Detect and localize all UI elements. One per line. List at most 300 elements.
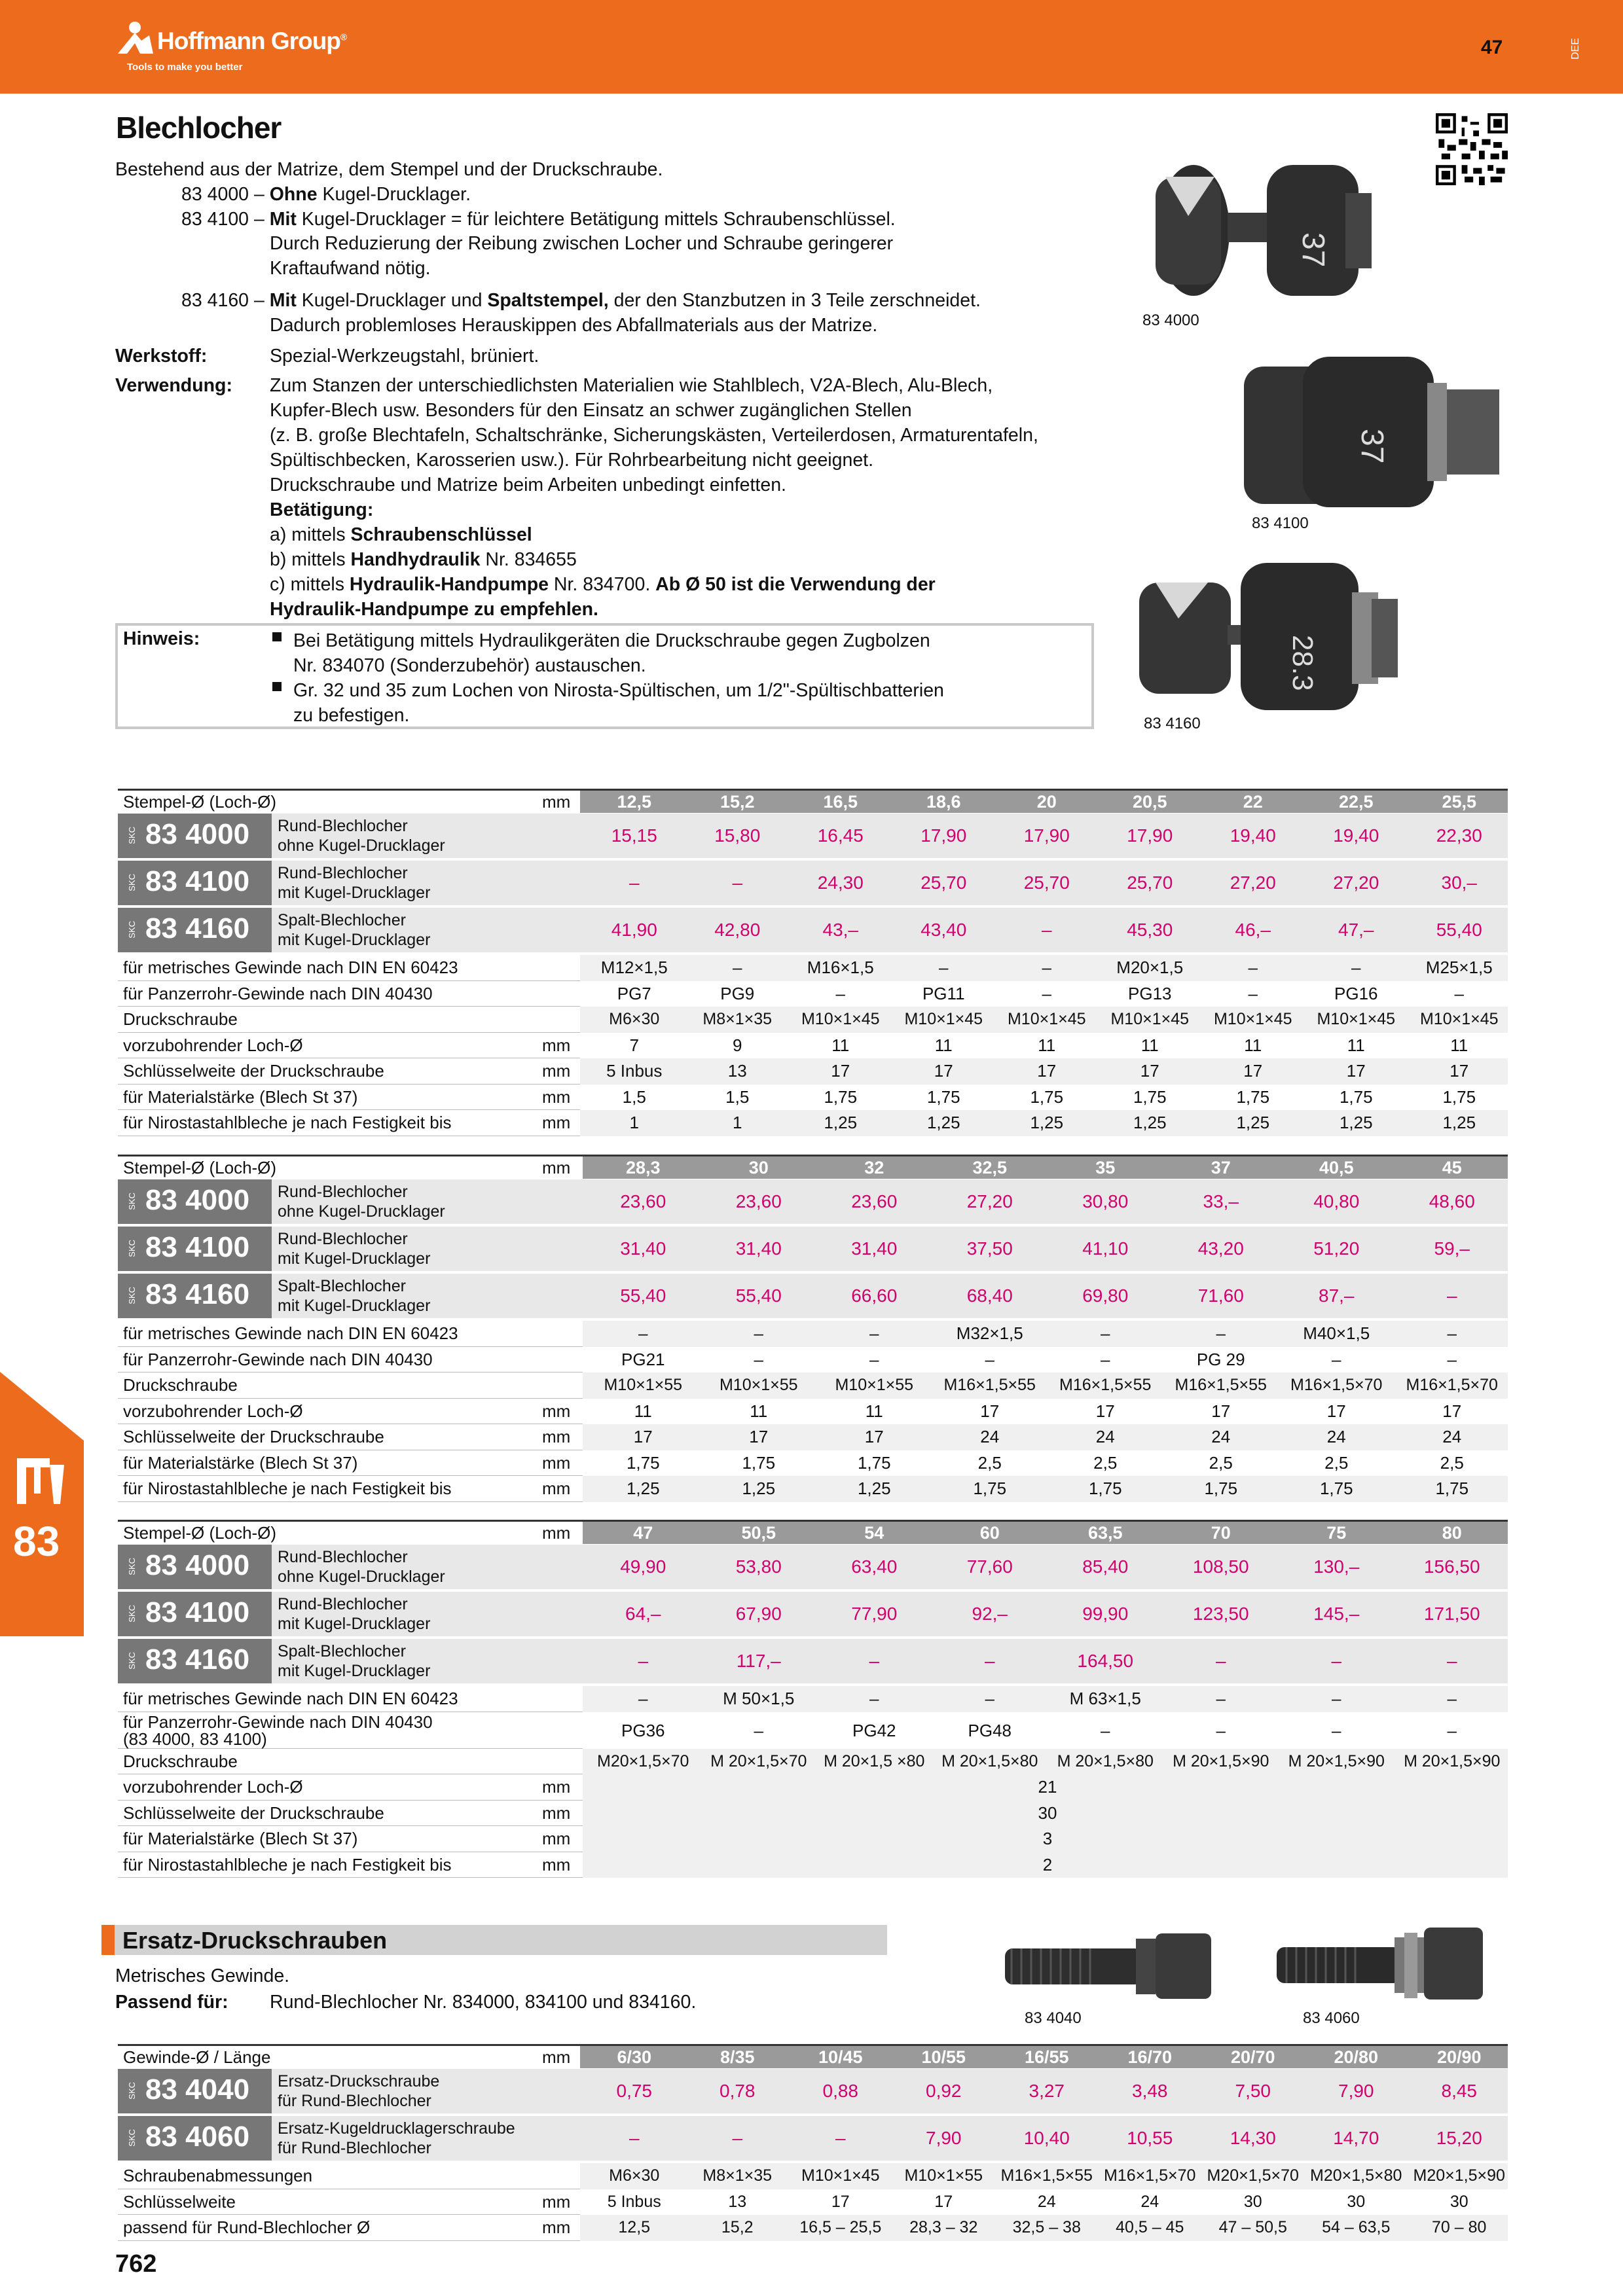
table-cell: 15,20 <box>1436 2128 1482 2148</box>
table-cell: – <box>869 1349 879 1369</box>
table-cell: 1,75 <box>1030 1086 1064 1107</box>
table-cell: 69,80 <box>1082 1285 1129 1306</box>
table-cell: – <box>1041 920 1052 940</box>
table-cell: 54 <box>864 1523 884 1543</box>
row-label: für Materialstärke (Blech St 37) <box>123 1452 358 1473</box>
table-cell: 49,90 <box>620 1556 666 1577</box>
row-label: Gewinde-Ø / Länge <box>123 2047 271 2067</box>
article-number-badge <box>118 1592 272 1636</box>
language-code: DEE <box>1570 38 1581 60</box>
ersatz-section-header <box>101 1925 887 1955</box>
table-cell: 67,90 <box>735 1604 782 1624</box>
table-row <box>118 1007 1508 1033</box>
table-cell: – <box>869 1651 880 1671</box>
table-cell: 22 <box>1243 792 1263 812</box>
table-cell: M10×1×55 <box>904 2166 983 2185</box>
unit-label: mm <box>542 1061 571 1081</box>
table-cell: – <box>1101 1323 1110 1343</box>
table-cell: 40,5 – 45 <box>1116 2218 1184 2236</box>
article-number-badge <box>118 1274 272 1318</box>
table-cell: PG16 <box>1334 983 1378 1003</box>
table-cell: M20×1,5×80 <box>1310 2166 1402 2185</box>
table-cell: 60 <box>979 1523 1000 1543</box>
table-cell: 1,75 <box>1088 1479 1122 1498</box>
skc-icon: SKC <box>127 921 137 939</box>
unit-label: mm <box>542 1854 571 1874</box>
table-row <box>118 1424 1508 1450</box>
product-description: Spalt-Blechlocher mit Kugel-Drucklager <box>278 1642 431 1680</box>
unit-label: mm <box>542 1479 571 1498</box>
row-label: für Panzerrohr-Gewinde nach DIN 40430 <box>123 1349 433 1369</box>
product-row <box>118 1545 1508 1589</box>
unit-label: mm <box>542 1803 571 1823</box>
table-cell: 31,40 <box>851 1238 898 1259</box>
table-cell: – <box>629 872 640 893</box>
table-cell: 30 <box>1450 2192 1468 2211</box>
table-cell: – <box>1447 1689 1457 1708</box>
table-cell: 11 <box>831 1035 850 1055</box>
svg-text:37: 37 <box>1355 429 1389 464</box>
table-cell: 41,10 <box>1082 1238 1129 1259</box>
table-cell: 25,70 <box>1023 872 1070 893</box>
betaetigung-title: Betätigung: <box>270 499 374 520</box>
table-cell: 12,5 <box>618 2218 651 2236</box>
table-row <box>118 1058 1508 1085</box>
product-description: Ersatz-Druckschraube für Rund-Blechlocher <box>278 2072 440 2110</box>
table-cell: – <box>1216 1720 1226 1740</box>
table-cell: 53,80 <box>735 1556 782 1577</box>
product-row <box>118 1227 1508 1271</box>
table-cell: – <box>1332 1689 1341 1708</box>
table-cell: – <box>869 1689 879 1708</box>
table-cell: 17,90 <box>1127 825 1173 846</box>
page-number: 47 <box>1481 37 1503 58</box>
product-row <box>118 908 1508 952</box>
article-number-badge <box>118 861 272 905</box>
table-cell: 14,70 <box>1333 2128 1379 2148</box>
table-cell: – <box>1101 1349 1110 1369</box>
table-cell: 41,90 <box>611 920 657 940</box>
article-number-badge <box>118 1639 272 1683</box>
table-cell: – <box>1454 983 1464 1003</box>
table-row <box>118 1801 1508 1827</box>
table-cell: M6×30 <box>609 2166 660 2185</box>
table-cell: M12×1,5 <box>600 958 668 977</box>
table-row <box>118 955 1508 981</box>
table-cell: 164,50 <box>1077 1651 1134 1671</box>
table-cell: M8×1×35 <box>702 2166 773 2185</box>
table-cell: M16×1,5×70 <box>1104 2166 1196 2185</box>
article-number-badge <box>118 1227 272 1271</box>
page-footer-number: 762 <box>115 2250 157 2278</box>
table-cell: – <box>1042 958 1051 977</box>
table-cell: – <box>732 2128 743 2148</box>
table-cell: 11 <box>1038 1035 1056 1055</box>
skc-icon: SKC <box>127 1558 137 1575</box>
table-row <box>118 2189 1508 2215</box>
table-cell: 3 <box>1042 1829 1053 1848</box>
table-cell: 47,– <box>1338 920 1374 940</box>
table-cell: 2,5 <box>1209 1452 1233 1473</box>
table-cell: 17 <box>1095 1401 1115 1421</box>
table-cell: 30 <box>1243 2192 1262 2211</box>
table-cell: 25,70 <box>921 872 967 893</box>
table-cell: 1,25 <box>1030 1113 1064 1132</box>
skc-icon: SKC <box>127 2082 137 2100</box>
product-description: Spalt-Blechlocher mit Kugel-Drucklager <box>278 1277 431 1315</box>
table-cell: 13 <box>727 1061 747 1081</box>
table-cell: 0,92 <box>926 2081 962 2101</box>
betaetigung-c-line2: Hydraulik-Handpumpe zu empfehlen. <box>270 599 598 620</box>
table-cell: 1,75 <box>973 1479 1007 1498</box>
table-cell: 22,30 <box>1436 825 1482 846</box>
article-number: 83 4060 <box>145 2121 250 2153</box>
table-cell: PG9 <box>720 983 755 1003</box>
table-cell: 1,25 <box>857 1479 891 1498</box>
hoffmann-logo-icon <box>115 21 155 56</box>
table-cell: 2,5 <box>1093 1452 1118 1473</box>
table-cell: 92,– <box>972 1604 1008 1624</box>
image-caption: 83 4160 <box>1144 715 1201 732</box>
table-cell: – <box>1216 1689 1226 1708</box>
table-cell: 70 – 80 <box>1432 2218 1487 2236</box>
table-cell: M 20×1,5×90 <box>1173 1751 1269 1770</box>
table-cell: 1,75 <box>857 1452 891 1473</box>
table-row <box>118 1749 1508 1775</box>
unit-label: mm <box>542 1401 571 1421</box>
table-cell: M10×1×55 <box>604 1376 683 1394</box>
table-cell: 16/70 <box>1127 2047 1173 2067</box>
table-cell: 77,90 <box>851 1604 898 1624</box>
table-cell: 17 <box>633 1427 653 1446</box>
table-cell: – <box>638 1323 648 1343</box>
table-cell: 117,– <box>736 1651 781 1671</box>
table-cell: M10×1×45 <box>904 1010 983 1028</box>
table-cell: 23,60 <box>735 1191 782 1211</box>
table-cell: M 20×1,5×80 <box>1057 1751 1154 1770</box>
bullet-icon <box>272 682 282 691</box>
table-cell: 145,– <box>1313 1604 1360 1624</box>
table-row <box>118 1033 1508 1059</box>
verwendung-line: Spültischbecken, Karosserien usw.). Für Rohrbearbeitung nicht geeignet. <box>270 450 874 471</box>
table-cell: 17 <box>1442 1401 1462 1421</box>
product-row <box>118 814 1508 858</box>
unit-label: mm <box>542 1829 571 1848</box>
table-cell: 1,25 <box>626 1479 660 1498</box>
row-label: Schraubenabmessungen <box>123 2166 313 2185</box>
table-cell: 77,60 <box>966 1556 1013 1577</box>
table-cell: 19,40 <box>1230 825 1276 846</box>
table-cell: – <box>869 1323 879 1343</box>
table-cell: 17 <box>1346 1061 1366 1081</box>
table-cell: – <box>1447 1349 1457 1369</box>
table-row <box>118 1686 1508 1712</box>
table-cell: 11 <box>865 1401 883 1421</box>
table-row <box>118 1852 1508 1878</box>
ersatz-title: Ersatz-Druckschrauben <box>122 1927 388 1954</box>
table-cell: 28,3 <box>625 1158 661 1177</box>
table-cell: – <box>1101 1720 1110 1740</box>
chapter-number: 83 <box>13 1518 60 1565</box>
table-cell: – <box>732 872 743 893</box>
table-cell: – <box>985 1349 994 1369</box>
intro-text: Bestehend aus der Matrize, dem Stempel und der Druckschraube. <box>115 159 663 180</box>
unit-label: mm <box>542 2191 571 2212</box>
table-cell: 14,30 <box>1230 2128 1276 2148</box>
tool-category-icon <box>14 1452 69 1511</box>
table-cell: 42,80 <box>714 920 761 940</box>
table-cell: 71,60 <box>1197 1285 1244 1306</box>
table-cell: M20×1,5×70 <box>1207 2166 1299 2185</box>
table-cell: 54 – 63,5 <box>1322 2218 1391 2236</box>
hinweis-item: Gr. 32 und 35 zum Lochen von Nirosta-Spültischen, um 1/2"-Spültischbatterien zu befestigen. <box>293 680 944 726</box>
table-cell: 130,– <box>1313 1556 1360 1577</box>
skc-icon: SKC <box>127 2129 137 2147</box>
row-label: für metrisches Gewinde nach DIN EN 60423 <box>123 1323 458 1343</box>
product-description: Spalt-Blechlocher mit Kugel-Drucklager <box>278 911 431 949</box>
table-cell: 7,90 <box>926 2128 962 2148</box>
table-cell: – <box>1446 1651 1457 1671</box>
table-row <box>118 1712 1508 1749</box>
table-cell: 48,60 <box>1429 1191 1475 1211</box>
table-cell: M 20×1,5×80 <box>941 1751 1038 1770</box>
article-number: 83 4040 <box>145 2073 250 2106</box>
table-cell: 1,25 <box>824 1113 858 1132</box>
row-label: Schlüsselweite der Druckschraube <box>123 1803 384 1823</box>
table-cell: 24,30 <box>817 872 864 893</box>
svg-text:28.3: 28.3 <box>1286 635 1319 691</box>
table-cell: 3,27 <box>1029 2081 1065 2101</box>
table-cell: 11 <box>934 1035 953 1055</box>
table-cell: 10,40 <box>1023 2128 1070 2148</box>
table-cell: M10×1×45 <box>1419 1010 1499 1028</box>
table-cell: M16×1,5×70 <box>1406 1376 1498 1394</box>
table-header-row <box>118 789 1508 811</box>
table-cell: 25,70 <box>1127 872 1173 893</box>
table-cell: – <box>1215 1651 1226 1671</box>
table-cell: 13 <box>728 2192 747 2211</box>
table-cell: 1 <box>733 1113 742 1132</box>
product-row <box>118 2116 1508 2161</box>
qr-code-icon <box>1436 113 1508 185</box>
verwendung-line: Zum Stanzen der unterschiedlichsten Materialien wie Stahlblech, V2A-Blech, Alu-Blech, <box>270 375 993 396</box>
verwendung-label: Verwendung: <box>115 375 232 396</box>
passend-value: Rund-Blechlocher Nr. 834000, 834100 und 834160. <box>270 1992 697 2013</box>
row-label: passend für Rund-Blechlocher Ø <box>123 2217 371 2237</box>
table-row <box>118 981 1508 1007</box>
product-row <box>118 1179 1508 1224</box>
table-cell: 64,– <box>625 1604 661 1624</box>
table-cell: 17 <box>831 1061 850 1081</box>
table-cell: 23,60 <box>620 1191 666 1211</box>
article-number-badge <box>118 908 272 952</box>
table-cell: 17 <box>934 2192 953 2211</box>
table-cell: 11 <box>634 1401 652 1421</box>
table-cell: 24 <box>1326 1427 1346 1446</box>
row-label: Druckschraube <box>123 1751 238 1771</box>
table-cell: 16,45 <box>817 825 864 846</box>
table-cell: – <box>1332 1720 1341 1740</box>
table-cell: 11 <box>1347 1035 1365 1055</box>
table-cell: 17 <box>1140 1061 1159 1081</box>
table-cell: 46,– <box>1235 920 1271 940</box>
skc-icon: SKC <box>127 1287 137 1304</box>
row-label: für Nirostastahlbleche je nach Festigkeit bis <box>123 1854 452 1874</box>
table-cell: 11 <box>1140 1035 1159 1055</box>
table-cell: 7 <box>629 1035 639 1055</box>
table-cell: 40,5 <box>1319 1158 1354 1177</box>
table-cell: 37 <box>1211 1158 1231 1177</box>
row-label: für Nirostastahlbleche je nach Festigkeit bis <box>123 1479 452 1498</box>
table-cell: 24 <box>980 1427 1000 1446</box>
table-cell: – <box>1216 1323 1226 1343</box>
table-cell: 30,– <box>1441 872 1477 893</box>
table-cell: 1,25 <box>1236 1113 1270 1132</box>
table-cell: 2,5 <box>1440 1452 1464 1473</box>
table-cell: 20/70 <box>1230 2047 1275 2067</box>
article-number-badge <box>118 2069 272 2113</box>
table-cell: M40×1,5 <box>1303 1323 1370 1343</box>
table-cell: 28,3 – 32 <box>909 2218 978 2236</box>
product-image-834060 <box>1273 1921 1493 2006</box>
table-cell: M10×1×45 <box>1317 1010 1396 1028</box>
table-cell: 20 <box>1036 792 1057 812</box>
table-cell: 1,75 <box>1133 1086 1167 1107</box>
table-cell: – <box>985 1689 994 1708</box>
table-cell: 9 <box>733 1035 742 1055</box>
betaetigung-b: b) mittels Handhydraulik Nr. 834655 <box>270 549 577 570</box>
table-cell: PG36 <box>621 1720 665 1740</box>
table-cell: 75 <box>1326 1523 1347 1543</box>
table-cell: 5 Inbus <box>606 1061 663 1081</box>
table-cell: M10×1×45 <box>801 2166 880 2185</box>
table-cell: 17,90 <box>1023 825 1070 846</box>
table-cell: 2 <box>1042 1854 1053 1874</box>
werkstoff-value: Spezial-Werkzeugstahl, brüniert. <box>270 346 539 367</box>
table-cell: – <box>1351 958 1361 977</box>
table-cell: PG 29 <box>1196 1349 1245 1369</box>
table-header-row <box>118 2044 1508 2066</box>
table-cell: – <box>835 983 845 1003</box>
table-cell: M20×1,5×90 <box>1413 2166 1505 2185</box>
product-description: Rund-Blechlocher ohne Kugel-Drucklager <box>278 1183 445 1221</box>
table-cell: 55,40 <box>735 1285 782 1306</box>
table-row <box>118 1450 1508 1477</box>
table-cell: 1,75 <box>1319 1479 1353 1498</box>
table-cell: 63,40 <box>851 1556 898 1577</box>
table-cell: M10×1×45 <box>1213 1010 1292 1028</box>
table-cell: 27,20 <box>1333 872 1379 893</box>
table-cell: 10/55 <box>921 2047 966 2067</box>
row-label: Druckschraube <box>123 1375 238 1395</box>
row-label: Stempel-Ø (Loch-Ø) <box>123 1158 277 1177</box>
row-label: vorzubohrender Loch-Ø <box>123 1401 303 1421</box>
table-row <box>118 1399 1508 1425</box>
product-image-834040 <box>998 1926 1221 2007</box>
product-description: Rund-Blechlocher ohne Kugel-Drucklager <box>278 817 445 855</box>
table-header-row <box>118 1155 1508 1177</box>
row-label: für Materialstärke (Blech St 37) <box>123 1829 358 1848</box>
table-cell: – <box>835 2128 846 2148</box>
table-cell: 3,48 <box>1132 2081 1168 2101</box>
table-cell: 17 <box>864 1427 884 1446</box>
verwendung-line: Druckschraube und Matrize beim Arbeiten unbedingt einfetten. <box>270 475 786 495</box>
table-cell: 0,78 <box>720 2081 756 2101</box>
article-number: 83 4000 <box>145 818 250 850</box>
product-image-834100 <box>1237 350 1512 514</box>
image-caption: 83 4040 <box>1025 2009 1082 2027</box>
table-row <box>118 2163 1508 2189</box>
unit-label: mm <box>542 1452 571 1473</box>
article-number: 83 4160 <box>145 1643 250 1676</box>
bullet-icon <box>272 632 282 641</box>
table-cell: M6×30 <box>609 1010 660 1028</box>
article-number-badge <box>118 2116 272 2161</box>
row-label: für Panzerrohr-Gewinde nach DIN 40430 (83 4000, 83 4100) <box>123 1712 433 1749</box>
skc-icon: SKC <box>127 1652 137 1670</box>
table-cell: 11 <box>750 1401 768 1421</box>
table-cell: M10×1×55 <box>719 1376 798 1394</box>
table-cell: – <box>1042 983 1051 1003</box>
table-cell: 6/30 <box>617 2047 652 2067</box>
table-cell: PG21 <box>621 1349 665 1369</box>
unit-label: mm <box>542 2217 571 2237</box>
table-cell: 68,40 <box>966 1285 1013 1306</box>
table-cell: – <box>629 2128 640 2148</box>
table-cell: 55,40 <box>1436 920 1482 940</box>
table-cell: – <box>984 1651 995 1671</box>
table-cell: 24 <box>1211 1427 1231 1446</box>
table-cell: M16×1,5×55 <box>1175 1376 1267 1394</box>
table-cell: 123,50 <box>1192 1604 1249 1624</box>
table-cell: 45,30 <box>1127 920 1173 940</box>
skc-icon: SKC <box>127 1605 137 1623</box>
table-cell: 40,80 <box>1313 1191 1360 1211</box>
table-cell: 17 <box>1037 1061 1057 1081</box>
table-cell: 59,– <box>1434 1238 1470 1259</box>
table-cell: 22,5 <box>1338 792 1374 812</box>
table-cell: M10×1×55 <box>835 1376 914 1394</box>
table-cell: 30 <box>1038 1803 1057 1823</box>
skc-icon: SKC <box>127 1240 137 1257</box>
table-cell: 55,40 <box>620 1285 666 1306</box>
table-row <box>118 1774 1508 1801</box>
table-cell: – <box>939 958 949 977</box>
table-cell: M10×1×45 <box>1007 1010 1086 1028</box>
variant-834000: 83 4000 – Ohne Kugel-Drucklager. <box>181 184 471 205</box>
table-cell: 1,75 <box>1236 1086 1270 1107</box>
article-number: 83 4000 <box>145 1549 250 1581</box>
table-cell: M 20×1,5×90 <box>1404 1751 1501 1770</box>
table-cell: 35 <box>1095 1158 1116 1177</box>
table-cell: – <box>638 1689 648 1708</box>
table-cell: 1,25 <box>1339 1113 1373 1132</box>
table-cell: 1,5 <box>725 1086 750 1107</box>
product-description: Rund-Blechlocher mit Kugel-Drucklager <box>278 864 431 902</box>
table-cell: 156,50 <box>1423 1556 1480 1577</box>
table-cell: 30 <box>1347 2192 1366 2211</box>
table-cell: M 20×1,5×90 <box>1288 1751 1385 1770</box>
table-cell: 23,60 <box>851 1191 898 1211</box>
table-cell: 16,5 – 25,5 <box>799 2218 882 2236</box>
table-cell: 7,90 <box>1338 2081 1374 2101</box>
table-cell: 63,5 <box>1087 1523 1123 1543</box>
hinweis-item: Bei Betätigung mittels Hydraulikgeräten die Druckschraube gegen Zugbolzen Nr. 834070 (Sonderzubehör) austauschen. <box>293 630 930 676</box>
product-description: Rund-Blechlocher ohne Kugel-Drucklager <box>278 1548 445 1586</box>
verwendung-line: Kupfer-Blech usw. Besonders für den Einsatz an schwer zugänglichen Stellen <box>270 400 912 421</box>
article-number-badge <box>118 814 272 858</box>
image-caption: 83 4100 <box>1252 514 1309 532</box>
